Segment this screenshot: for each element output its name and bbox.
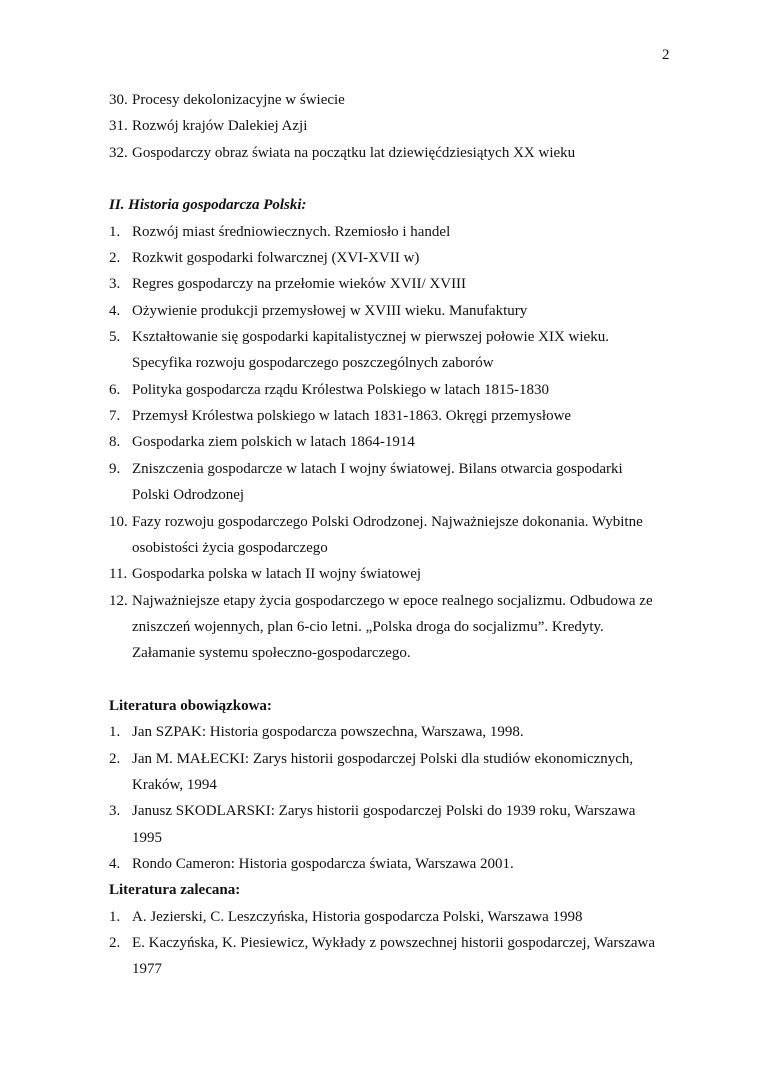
- list-item-number: 4.: [109, 302, 121, 319]
- list-item-line: [109, 561, 679, 587]
- list-item-text: zniszczeń wojennych, plan 6-cio letni. „Polska droga do socjalizmu”. Kredyty.: [132, 618, 604, 635]
- list-item-text: Najważniejsze etapy życia gospodarczego w epoce realnego socjalizmu. Odbudowa ze: [132, 592, 653, 609]
- list-item-text: Gospodarczy obraz świata na początku lat dziewięćdziesiątych XX wieku: [132, 144, 576, 161]
- section-heading: II. Historia gospodarcza Polski:: [109, 197, 307, 214]
- list-item-text: Janusz SKODLARSKI: Zarys historii gospodarczej Polski do 1939 roku, Warszawa: [132, 803, 636, 820]
- list-item-text: 1995: [132, 829, 162, 846]
- list-item-text: Rozkwit gospodarki folwarcznej (XVI-XVII w): [132, 250, 420, 267]
- list-item: [109, 377, 679, 403]
- list-item-text: Załamanie systemu społeczno-gospodarczego.: [132, 645, 411, 662]
- list-item-line: [109, 350, 679, 376]
- list-item-number: 2.: [109, 250, 121, 267]
- list-item-line: [109, 324, 679, 350]
- list-item: [109, 219, 679, 245]
- list-item-text: osobistości życia gospodarczego: [132, 539, 328, 556]
- list-item-line: [109, 772, 679, 798]
- list-item: [109, 719, 679, 745]
- list-item-text: Rondo Cameron: Historia gospodarcza świata, Warszawa 2001.: [132, 855, 514, 872]
- list-item-number: 9.: [109, 460, 121, 477]
- list-item: [109, 798, 679, 851]
- list-item-number: 12.: [109, 592, 128, 609]
- list-item-line: [109, 219, 679, 245]
- list-item-text: Fazy rozwoju gospodarczego Polski Odrodzonej. Najważniejsze dokonania. Wybitne: [132, 513, 643, 530]
- document-body: [109, 87, 679, 983]
- list-item-text: Regres gospodarczy na przełomie wieków XVII/ XVIII: [132, 276, 467, 293]
- list-item-line: [109, 509, 679, 535]
- section-heading: Literatura obowiązkowa:: [109, 697, 272, 714]
- list-item-line: [109, 403, 679, 429]
- list-item-line: [109, 719, 679, 745]
- list-item-text: Gospodarka polska w latach II wojny światowej: [132, 566, 422, 583]
- list-item-line: [109, 825, 679, 851]
- list-item-number: 1.: [109, 223, 121, 240]
- list-item: [109, 271, 679, 297]
- list-item: [109, 930, 679, 983]
- list-item-text: Procesy dekolonizacyjne w świecie: [132, 92, 345, 108]
- list-item-number: 11.: [109, 566, 128, 583]
- list-item: [109, 298, 679, 324]
- list-item-number: 2.: [109, 935, 121, 951]
- list-item: [109, 509, 679, 562]
- list-item-line: [109, 271, 679, 297]
- list-item-line: [109, 113, 679, 139]
- list-item-text: Jan SZPAK: Historia gospodarcza powszechna, Warszawa, 1998.: [132, 724, 524, 741]
- list-item-number: 32.: [109, 144, 128, 161]
- list-item-line: [109, 377, 679, 403]
- list-item-number: 1.: [109, 908, 121, 925]
- list-item-number: 1.: [109, 724, 121, 741]
- list-item-line: [109, 904, 679, 930]
- list-item: [109, 140, 679, 166]
- list-item-line: [109, 930, 679, 956]
- list-item: [109, 561, 679, 587]
- list-item-text: A. Jezierski, C. Leszczyńska, Historia gospodarcza Polski, Warszawa 1998: [132, 908, 583, 925]
- list-item-line: [109, 956, 679, 982]
- list-item: [109, 245, 679, 271]
- list-item: [109, 904, 679, 930]
- list-item-line: [109, 746, 679, 772]
- list-item-line: [109, 614, 679, 640]
- list-item-text: 1977: [132, 961, 162, 978]
- list-item-line: [109, 429, 679, 455]
- list-item-number: 6.: [109, 381, 121, 398]
- list-item-line: [109, 798, 679, 824]
- list-item-line: [109, 140, 679, 166]
- list-item-number: 4.: [109, 855, 121, 872]
- list-item-text: Ożywienie produkcji przemysłowej w XVIII wieku. Manufaktury: [132, 302, 528, 319]
- list-item: [109, 746, 679, 799]
- list-item-number: 5.: [109, 329, 121, 346]
- list-item-number: 30.: [109, 92, 128, 108]
- document-section: [109, 192, 679, 693]
- list-item-text: Jan M. MAŁECKI: Zarys historii gospodarczej Polski dla studiów ekonomicznych,: [132, 750, 634, 767]
- list-item-line: [109, 535, 679, 561]
- list-item-number: 7.: [109, 408, 121, 425]
- blank-line: [109, 166, 679, 192]
- list-item: [109, 851, 679, 877]
- list-item-line: [109, 456, 679, 482]
- list-item: [109, 588, 679, 667]
- list-item: [109, 113, 679, 139]
- list-item-line: [109, 851, 679, 877]
- list-item-number: 2.: [109, 750, 121, 767]
- list-item-line: [109, 482, 679, 508]
- list-item: [109, 403, 679, 429]
- list-item-text: Gospodarka ziem polskich w latach 1864-1914: [132, 434, 415, 451]
- list-item-number: 8.: [109, 434, 121, 451]
- list-item-text: Kształtowanie się gospodarki kapitalistycznej w pierwszej połowie XIX wieku.: [132, 329, 609, 346]
- blank-line: [109, 667, 679, 693]
- list-item-line: [109, 298, 679, 324]
- document-section: [109, 87, 679, 192]
- list-item-number: 10.: [109, 513, 128, 530]
- list-item-line: [109, 87, 679, 113]
- list-item-text: Rozwój krajów Dalekiej Azji: [132, 118, 308, 135]
- list-item-text: Zniszczenia gospodarcze w latach I wojny światowej. Bilans otwarcia gospodarki: [132, 460, 623, 477]
- list-item-line: [109, 588, 679, 614]
- page-number: 2: [662, 47, 670, 63]
- list-item-text: Przemysł Królestwa polskiego w latach 1831-1863. Okręgi przemysłowe: [132, 408, 572, 425]
- document-section: [109, 877, 679, 982]
- list-item-text: Specyfika rozwoju gospodarczego poszczególnych zaborów: [132, 355, 494, 372]
- list-item: [109, 429, 679, 455]
- list-item-number: 3.: [109, 276, 121, 293]
- list-item-line: [109, 245, 679, 271]
- list-item: [109, 456, 679, 509]
- list-item-number: 3.: [109, 803, 121, 820]
- section-heading: Literatura zalecana:: [109, 882, 241, 899]
- list-item-text: Polityka gospodarcza rządu Królestwa Polskiego w latach 1815-1830: [132, 381, 549, 398]
- list-item-number: 31.: [109, 118, 128, 135]
- list-item-text: E. Kaczyńska, K. Piesiewicz, Wykłady z powszechnej historii gospodarczej, Warszawa: [132, 935, 655, 951]
- list-item: [109, 87, 679, 113]
- list-item-text: Rozwój miast średniowiecznych. Rzemiosło i handel: [132, 223, 451, 240]
- list-item-text: Polski Odrodzonej: [132, 487, 245, 504]
- list-item-line: [109, 640, 679, 666]
- document-section: [109, 693, 679, 877]
- list-item-text: Kraków, 1994: [132, 776, 217, 793]
- list-item: [109, 324, 679, 377]
